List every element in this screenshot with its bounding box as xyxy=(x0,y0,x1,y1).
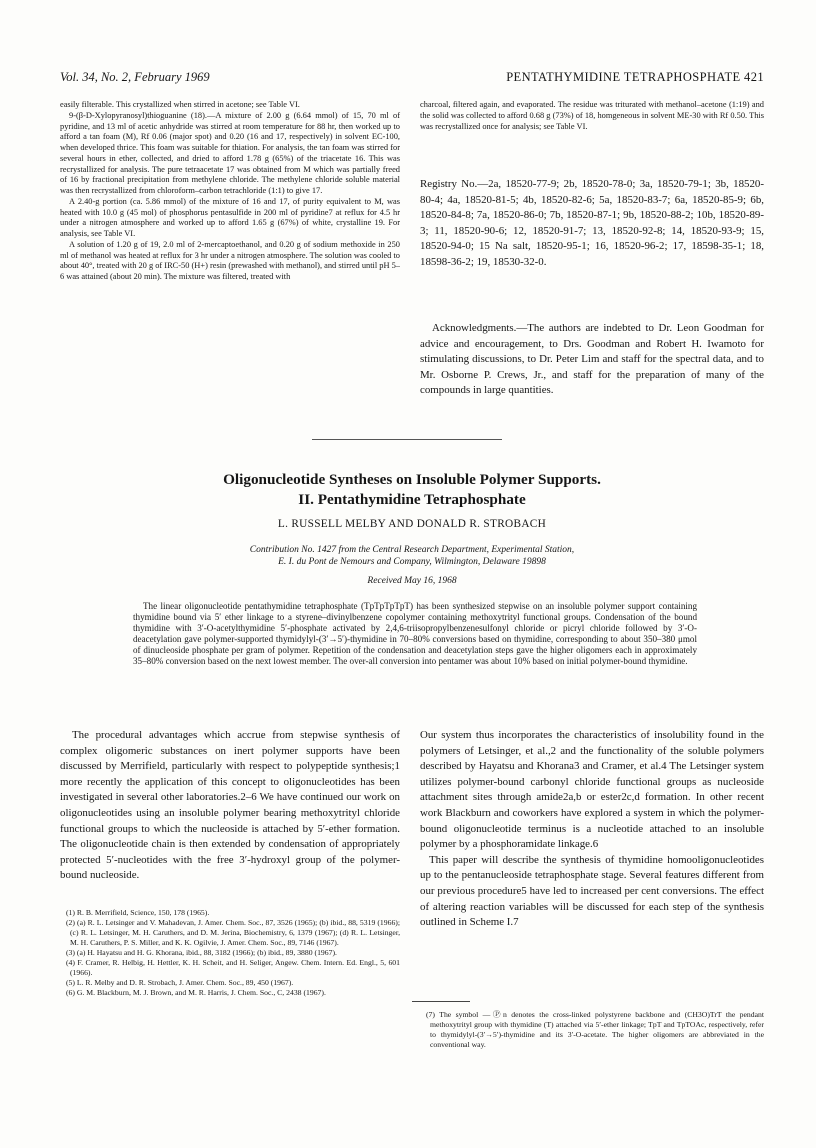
paragraph: Our system thus incorporates the characteristics of insolubility found in the polymers of Letsinger, et al.,2 and the functionality of the soluble polymers described by Hayatsu and Khorana3 and Cramer, et al.4 The Letsinger system utilizes polymer-bound carbonyl chloride functional groups as nucleoside attachment sites through amide2a,b or ester2c,d formation. In other recent work Blackburn and coworkers have explored a system in which the polymer-bound oligonucleotide terminus is a nucleotide attached to an insoluble polymer by a phosphoramidate linkage.6 xyxy=(420,729,764,851)
affiliation-line-1: Contribution No. 1427 from the Central Research Department, Experimental Station, xyxy=(249,545,575,555)
abstract: The linear oligonucleotide pentathymidine tetraphosphate (TpTpTpTpT) has been synthesized stepwise on an insoluble polymer support containing thymidine bound via 5′ ether linkage to a styrene–divinylbenzene copolymer containing methoxytrityl functional groups. Condensation of the bound thymidine with 3′-O-acetylthymidine 5′-phosphate activated by 2,4,6-triisopropylbenzenesulfonyl chloride or picryl chloride followed by 3′-O-deacetylation gave polymer-supported thymidylyl-(3′→5′)-thymidine in 70–80% conversions based on thymidine, corresponding to about 350–380 μmol of dinucleoside phosphate per gram of polymer. Repetition of the condensation and deacetylation steps gave the higher oligomers each in approximately 35–80% conversion based on the next lowest member. The over-all conversion into pentamer was about 10% based on initial polymer-bound thymidine. xyxy=(133,601,697,667)
paragraph: This paper will describe the synthesis of thymidine homooligonucleotides up to the pentanucleoside tetraphosphate stage. Several features different from our previous procedure5 have led to increased per cent conversions. The effect of altering reaction variables will be discussed for each step of the synthesis outlined in Scheme I.7 xyxy=(420,853,764,929)
top-left-column xyxy=(60,100,400,283)
body-right-column xyxy=(420,728,764,931)
footnote: (2) (a) R. L. Letsinger and V. Mahadevan, J. Amer. Chem. Soc., 87, 3526 (1965); (b) ibid., 88, 5319 (1966); (c) R. L. Letsinger, M. H. Caruthers, and D. M. Jerina, Biochemistry, 6, 1379 (1967); (d) R. L. Letsinger, M. H. Caruthers, P. S. Miller, and K. K. Ogilvie, J. Amer. Chem. Soc., 89, 7146 (1967). xyxy=(66,917,400,947)
footnote: (6) G. M. Blackburn, M. J. Brown, and M. R. Harris, J. Chem. Soc., C, 2438 (1967). xyxy=(66,987,326,997)
footnote: (5) L. R. Melby and D. R. Strobach, J. Amer. Chem. Soc., 89, 450 (1967). xyxy=(66,977,294,987)
article-subtitle: II. Pentathymidine Tetraphosphate xyxy=(298,491,526,508)
footnote: (1) R. B. Merrifield, Science, 150, 178 (1965). xyxy=(66,908,210,917)
received-date: Received May 16, 1968 xyxy=(367,576,457,586)
affiliation-line-2: E. I. du Pont de Nemours and Company, Wilmington, Delaware 19898 xyxy=(278,557,546,567)
paragraph: easily filterable. This crystallized when stirred in acetone; see Table VI. xyxy=(60,100,300,109)
footnote: (7) The symbol —Ⓟn denotes the cross-linked polystyrene backbone and (CH3O)TrT the pendant methoxytrityl group with thymidine (T) attached via 5′-ether linkage; TpT and TpTOAc, respectively, refer to thymidylyl-(3′→5′)-thymidine and its 3′-O-acetate. The higher oligomers are abbreviated in the conventional way. xyxy=(426,1010,764,1049)
paragraph: A 2.40-g portion (ca. 5.86 mmol) of the mixture of 16 and 17, of purity equivalent to M, was heated with 10.0 g (45 mol) of phosphorus pentasulfide in 200 ml of pyridine7 at reflux for 4.5 hr under a nitrogen atmosphere and worked up to afford 1.65 g (67%) of white, crystalline 19. For analysis, see Table VI. xyxy=(60,196,400,238)
running-title-page-number: PENTATHYMIDINE TETRAPHOSPHATE 421 xyxy=(506,70,764,84)
paragraph: 9-(β-D-Xylopyranosyl)thioguanine (18).—A mixture of 2.00 g (6.64 mmol) of 15, 70 ml of pyridine, and 13 ml of acetic anhydride was stirred at room temperature for 88 hr, then worked up to afford a tan foam (M), Rf 0.06 (major spot) and 0.20 (16 and 17, respectively) in solvent EC-100, when developed thrice. This foam was suitable for thiation. For analysis, the tan foam was stirred for several hours in ether, collected, and dried to afford 1.78 g (65%) of the triacetate 16. This was recrystallized for analysis. The pure tetraacetate 17 was obtained from M which was partially freed of 16 by fractional precipitation from methylene chloride. The methylene chloride soluble material was then recrystallized from chloroform–carbon tetrachloride (1:1) to give 17. xyxy=(60,110,400,195)
authors: L. RUSSELL MELBY AND DONALD R. STROBACH xyxy=(277,518,547,530)
footnotes-left xyxy=(60,908,400,998)
registry-numbers: Registry No.—2a, 18520-77-9; 2b, 18520-78-0; 3a, 18520-79-1; 3b, 18520-80-4; 4a, 18520-81-5; 4b, 18520-82-6; 5a, 18520-83-7; 6a, 18520-85-9; 6b, 18520-84-8; 7a, 18520-86-0; 7b, 18520-87-1; 9b, 18520-88-2; 10b, 18520-89-3; 11, 18520-90-6; 12, 18520-91-7; 13, 18520-92-8; 14, 18520-93-9; 15, 18520-94-0; 15 Na salt, 18520-95-1; 16, 18520-96-2; 17, 18598-35-1; 18, 18598-36-2; 19, 18530-32-0. xyxy=(420,178,764,268)
article-title: Oligonucleotide Syntheses on Insoluble Polymer Supports. xyxy=(223,471,601,488)
top-right-column xyxy=(420,100,764,132)
footnote: (4) F. Cramer, R. Helbig, H. Hettler, K. H. Scheit, and H. Seliger, Angew. Chem. Intern. Ed. Engl., 5, 601 (1966). xyxy=(66,957,400,977)
section-divider xyxy=(312,439,502,440)
footnote-rule xyxy=(412,1001,470,1002)
journal-volume: Vol. 34, No. 2, February 1969 xyxy=(60,70,210,84)
footnote: (3) (a) H. Hayatsu and H. G. Khorana, ibid., 88, 3182 (1966); (b) ibid., 89, 3880 (1967). xyxy=(66,947,337,957)
body-left-column: The procedural advantages which accrue from stepwise synthesis of complex oligomeric substances on inert polymer supports have been discussed by Merrifield, particularly with respect to polypeptide synthesis;1 more recently the application of this concept to oligonucleotides has been investigated in several other laboratories.2–6 We have continued our work on oligonucleotides using an insoluble polymer bearing methoxytrityl chloride functional groups to which the nucleoside is attached by 5′-ether formation. The oligonucleotide chain is then extended by condensation of appropriately protected 5′-nucleotides with the free 3′-hydroxyl group of the polymer-bound nucleoside. xyxy=(60,729,400,882)
paragraph: charcoal, filtered again, and evaporated. The residue was triturated with methanol–acetone (1:19) and the solid was collected to afford 0.68 g (73%) of 18, homgeneous in solvent ME-30 with Rf 0.50. This was recrystallized once for analysis; see Table VI. xyxy=(420,100,764,131)
acknowledgments: Acknowledgments.—The authors are indebted to Dr. Leon Goodman for advice and encouragement, to Drs. Goodman and Robert H. Iwamoto for stimulating discussions, to Dr. Peter Lim and staff for the spectral data, and to Mr. Osborne P. Crews, Jr., and staff for the preparation of many of the compounds in large quantities. xyxy=(420,322,764,397)
footnote-right xyxy=(420,1010,764,1050)
paragraph: A solution of 1.20 g of 19, 2.0 ml of 2-mercaptoethanol, and 0.20 g of sodium methoxide in 250 ml of methanol was heated at reflux for 3 hr under a nitrogen atmosphere. The solution was cooled to about 40°, treated with 20 g of IRC-50 (H+) resin (prewashed with methanol), and stirred until pH 5–6 was attained (about 20 min). The mixture was filtered, treated with xyxy=(60,239,400,281)
